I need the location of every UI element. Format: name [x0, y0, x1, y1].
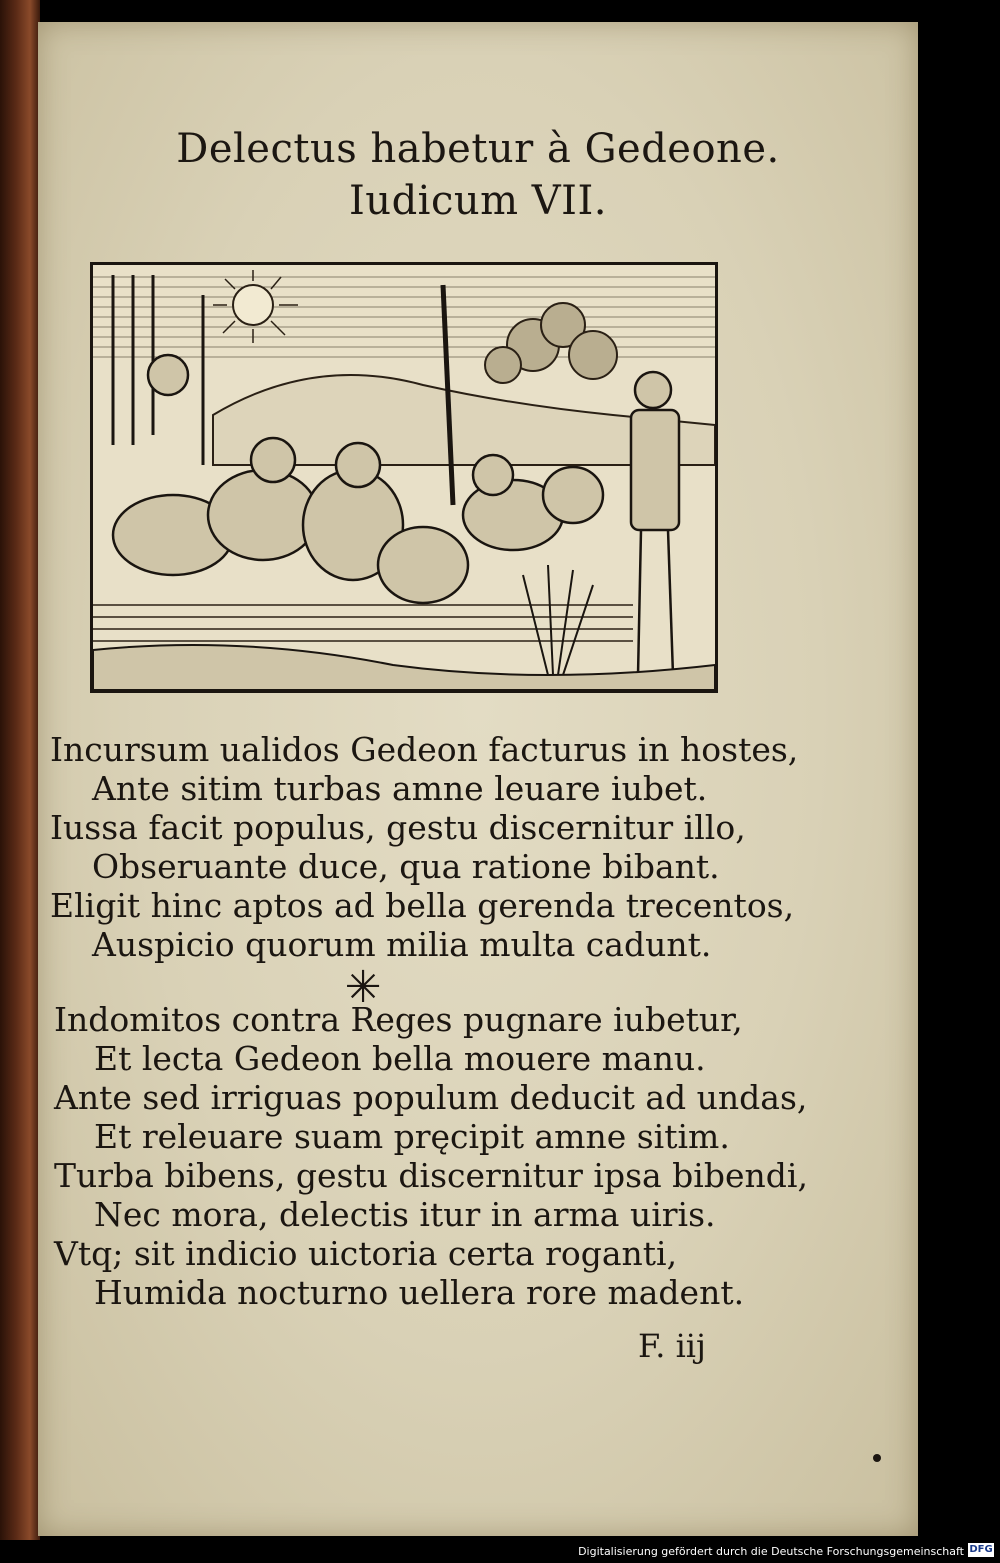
woodcut-illustration-icon [93, 265, 715, 690]
tree-cluster [485, 303, 617, 383]
verse-line: Vtq; sit indicio uictoria certa roganti, [54, 1234, 678, 1273]
woodcut-illustration [90, 262, 718, 693]
footer-credit: Digitalisierung gefördert durch die Deutsche Forschungsgemeinschaft [578, 1545, 964, 1558]
verse-line: Obseruante duce, qua ratione bibant. [92, 847, 720, 886]
verse-line: Iussa facit populus, gestu discernitur illo, [50, 808, 746, 847]
verse-line: Nec mora, delectis itur in arma uiris. [94, 1195, 716, 1234]
reeds [523, 565, 593, 675]
book-binding [0, 0, 40, 1540]
verse-line: Et lecta Gedeon bella mouere manu. [94, 1039, 706, 1078]
chapter-reference: Iudicum VII. [349, 178, 607, 224]
verse-line: Ante sed irriguas populum deducit ad undas, [54, 1078, 808, 1117]
page-title: Delectus habetur à Gedeone. [176, 126, 780, 172]
ink-dot [873, 1454, 881, 1462]
separator-asterisk: ✳ [344, 962, 382, 1013]
sky-hatching [93, 277, 715, 357]
verse-line: Turba bibens, gestu discernitur ipsa bibendi, [54, 1156, 808, 1195]
verse-line: Auspicio quorum milia multa cadunt. [92, 925, 712, 964]
verse-line: Incursum ualidos Gedeon facturus in hostes, [50, 730, 799, 769]
dfg-logo: DFG [969, 1544, 993, 1555]
verse-line: Eligit hinc aptos ad bella gerenda trecentos, [50, 886, 795, 925]
verse-line: Indomitos contra Reges pugnare iubetur, [54, 1000, 743, 1039]
book-page [38, 22, 918, 1536]
verse-line: Et releuare suam pręcipit amne sitim. [94, 1117, 730, 1156]
signature-mark: F. iij [638, 1327, 706, 1365]
standing-figure [631, 372, 679, 675]
verse-line: Ante sitim turbas amne leuare iubet. [92, 769, 708, 808]
verse-line: Humida nocturno uellera rore madent. [94, 1273, 745, 1312]
